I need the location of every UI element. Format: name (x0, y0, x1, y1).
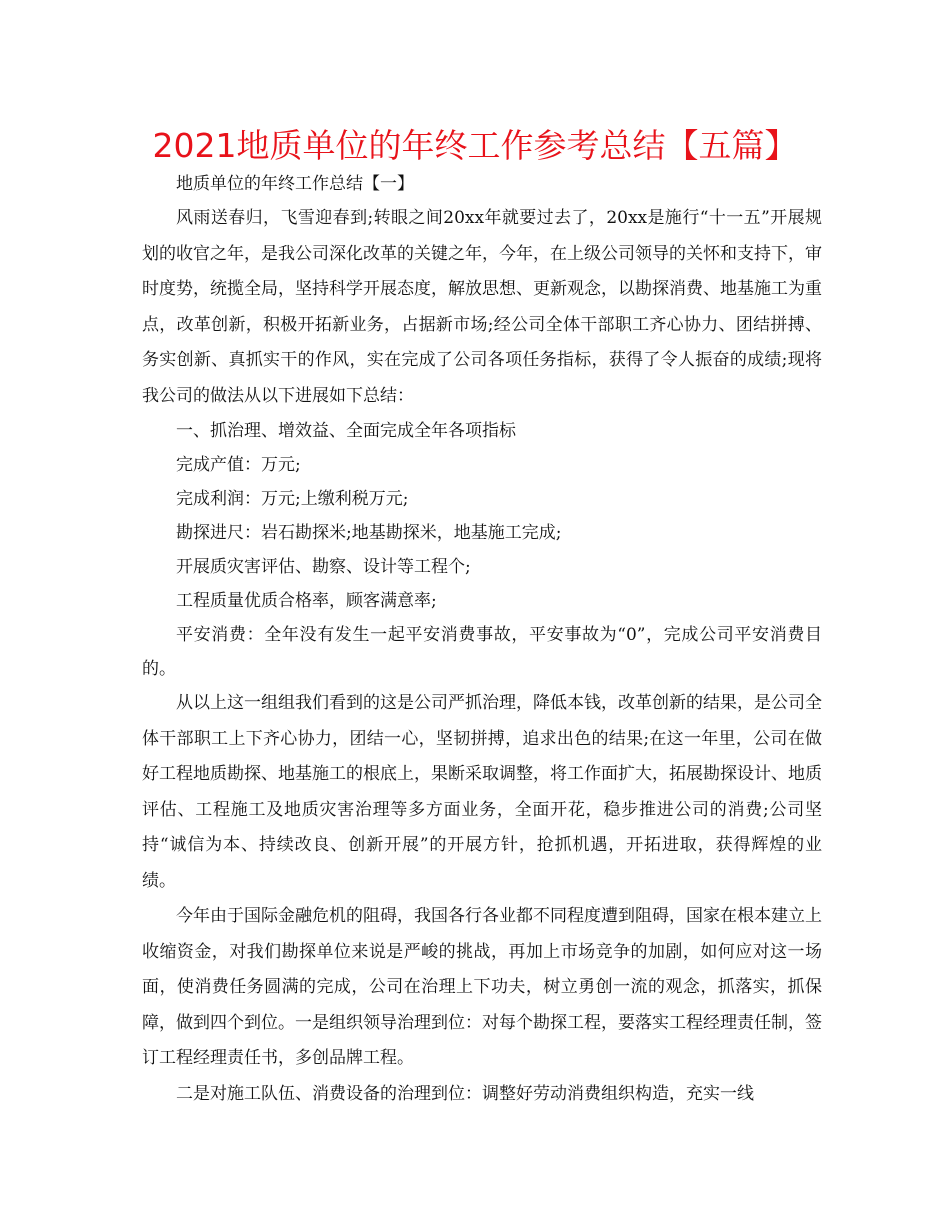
list-item: 勘探进尺：岩石勘探米;地基勘探米，地基施工完成; (176, 523, 562, 543)
document-body (142, 167, 822, 1111)
list-item: 开展质灾害评估、勘察、设计等工程个; (176, 557, 471, 577)
list-item: 完成利润：万元;上缴利税万元; (176, 489, 409, 509)
document-title: 2021地质单位的年终工作参考总结【五篇】 (152, 126, 798, 165)
paragraph: 风雨送春归，飞雪迎春到;转眼之间20xx年就要过去了，20xx是施行“十一五”开展规划的收官之年，是我公司深化改革的关键之年，今年，在上级公司领导的关怀和支持下，审时度势，统揽全局，坚持科学开展态度，解放思想、更新观念，以勘探消费、地基施工为重点，改革创新，积极开拓新业务，占据新市场;经公司全体干部职工齐心协力、团结拼搏、务实创新、真抓实干的作风，实在完成了公司各项任务指标，获得了令人振奋的成绩;现将我公司的做法从以下进展如下总结： (142, 208, 822, 406)
list-item: 工程质量优质合格率，顾客满意率; (176, 591, 437, 611)
paragraph: 平安消费：全年没有发生一起平安消费事故，平安事故为“0”，完成公司平安消费目的。 (142, 625, 822, 679)
section-heading: 地质单位的年终工作总结【一】 (176, 174, 414, 194)
paragraph: 今年由于国际金融危机的阻碍，我国各行各业都不同程度遭到阻碍，国家在根本建立上收缩资金，对我们勘探单位来说是严峻的挑战，再加上市场竞争的加剧，如何应对这一场面，使消费任务圆满的完成，公司在治理上下功夫，树立勇创一流的观念，抓落实，抓保障，做到四个到位。一是组织领导治理到位：对每个勘探工程，要落实工程经理责任制，签订工程经理责任书，多创品牌工程。 (142, 906, 822, 1068)
paragraph: 从以上这一组组我们看到的这是公司严抓治理，降低本钱，改革创新的结果，是公司全体干部职工上下齐心协力，团结一心，坚韧拼搏，追求出色的结果;在这一年里，公司在做好工程地质勘探、地基施工的根底上，果断采取调整，将工作面扩大，拓展勘探设计、地质评估、工程施工及地质灾害治理等多方面业务，全面开花，稳步推进公司的消费;公司坚持“诚信为本、持续改良、创新开展”的开展方针，抢抓机遇，开拓进取，获得辉煌的业绩。 (142, 693, 822, 891)
list-item: 完成产值：万元; (176, 455, 301, 475)
paragraph: 二是对施工队伍、消费设备的治理到位：调整好劳动消费组织构造，充实一线 (176, 1083, 754, 1104)
subsection-heading: 一、抓治理、增效益、全面完成全年各项指标 (176, 421, 516, 441)
